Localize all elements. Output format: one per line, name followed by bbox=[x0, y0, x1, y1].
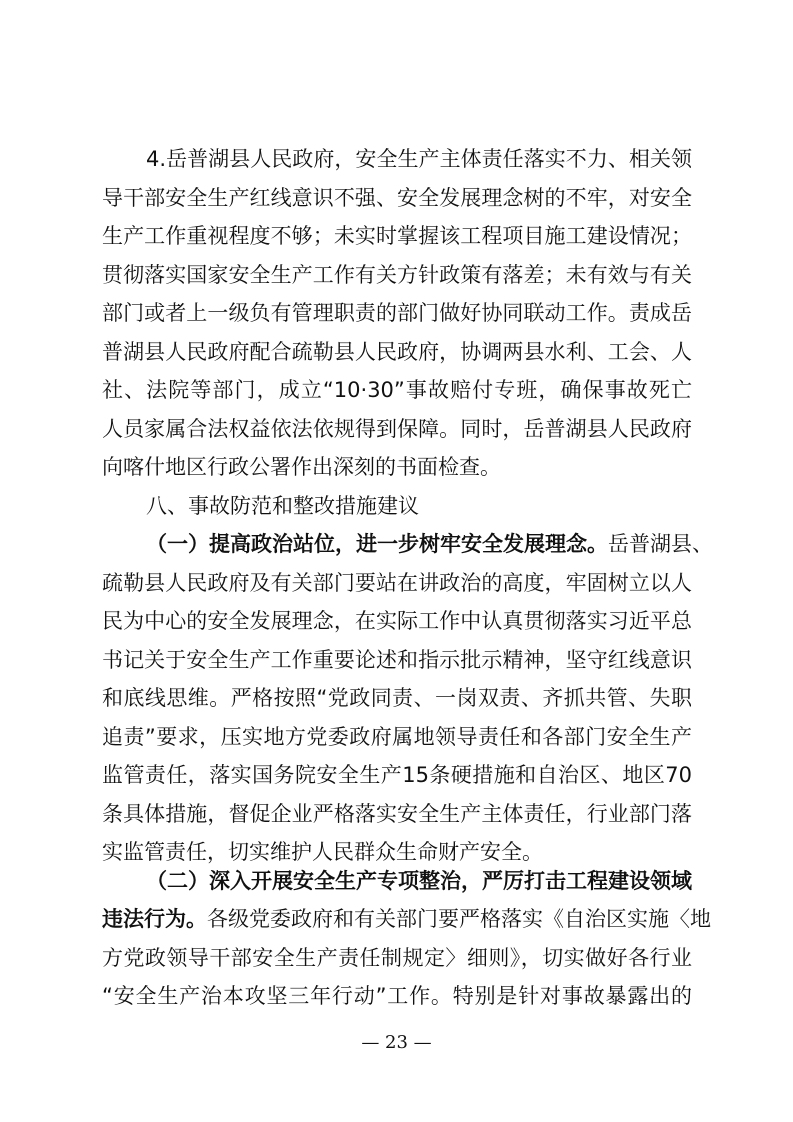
paragraph-4-line: 向喀什地区行政公署作出深刻的书面检查。 bbox=[102, 455, 501, 479]
paragraph-4-line: 社、法院等部门，成立“10·30”事故赔付专班，确保事故死亡 bbox=[102, 378, 692, 402]
measure-1-line: 监管责任，落实国务院安全生产15条硬措施和自治区、地区70 bbox=[102, 763, 692, 787]
measure-1-first-line bbox=[146, 524, 713, 564]
measure-2-text: 各级党委政府和有关部门要严格落实《自治区实施〈地 bbox=[207, 907, 711, 931]
measure-2-title-line: （二）深入开展安全生产专项整治，严厉打击工程建设领域 bbox=[146, 869, 692, 893]
paragraph-4-line: 导干部安全生产红线意识不强、安全发展理念树的不牢，对安全 bbox=[102, 186, 692, 210]
measure-2-title-end: 违法行为。 bbox=[102, 907, 207, 931]
measure-2-line: 方党政领导干部安全生产责任制规定〉细则》，切实做好各行业 bbox=[102, 946, 692, 970]
page-number: — 23 — bbox=[361, 1032, 432, 1053]
paragraph-4-line: 4.岳普湖县人民政府，安全生产主体责任落实不力、相关领 bbox=[146, 147, 692, 171]
measure-1-text: 岳普湖县、 bbox=[608, 532, 713, 556]
paragraph-4-line: 部门或者上一级负有管理职责的部门做好协同联动工作。责成岳 bbox=[102, 301, 692, 325]
measure-1-line: 民为中心的安全发展理念，在实际工作中认真贯彻落实习近平总 bbox=[102, 609, 692, 633]
paragraph-4-line: 贯彻落实国家安全生产工作有关方针政策有落差；未有效与有关 bbox=[102, 263, 692, 287]
measure-1-line: 疏勒县人民政府及有关部门要站在讲政治的高度，牢固树立以人 bbox=[102, 571, 692, 595]
measure-1-line: 条具体措施，督促企业严格落实安全生产主体责任，行业部门落 bbox=[102, 802, 692, 826]
measure-2-second-line bbox=[102, 899, 711, 939]
measure-1-line: 和底线思维。严格按照“党政同责、一岗双责、齐抓共管、失职 bbox=[102, 686, 692, 710]
measure-1-line: 书记关于安全生产工作重要论述和指示批示精神，坚守红线意识 bbox=[102, 648, 692, 672]
measure-1-title: （一）提高政治站位，进一步树牢安全发展理念。 bbox=[146, 532, 608, 556]
measure-2-line: “安全生产治本攻坚三年行动”工作。特别是针对事故暴露出的 bbox=[102, 984, 692, 1008]
measure-1-line: 实监管责任，切实维护人民群众生命财产安全。 bbox=[102, 840, 543, 864]
measure-1-line: 追责”要求，压实地方党委政府属地领导责任和各部门安全生产 bbox=[102, 725, 692, 749]
paragraph-4-line: 人员家属合法权益依法依规得到保障。同时，岳普湖县人民政府 bbox=[102, 417, 692, 441]
section-heading: 八、事故防范和整改措施建议 bbox=[146, 494, 419, 518]
paragraph-4-line: 生产工作重视程度不够；未实时掌握该工程项目施工建设情况； bbox=[102, 224, 692, 248]
paragraph-4-line: 普湖县人民政府配合疏勒县人民政府，协调两县水利、工会、人 bbox=[102, 340, 692, 364]
